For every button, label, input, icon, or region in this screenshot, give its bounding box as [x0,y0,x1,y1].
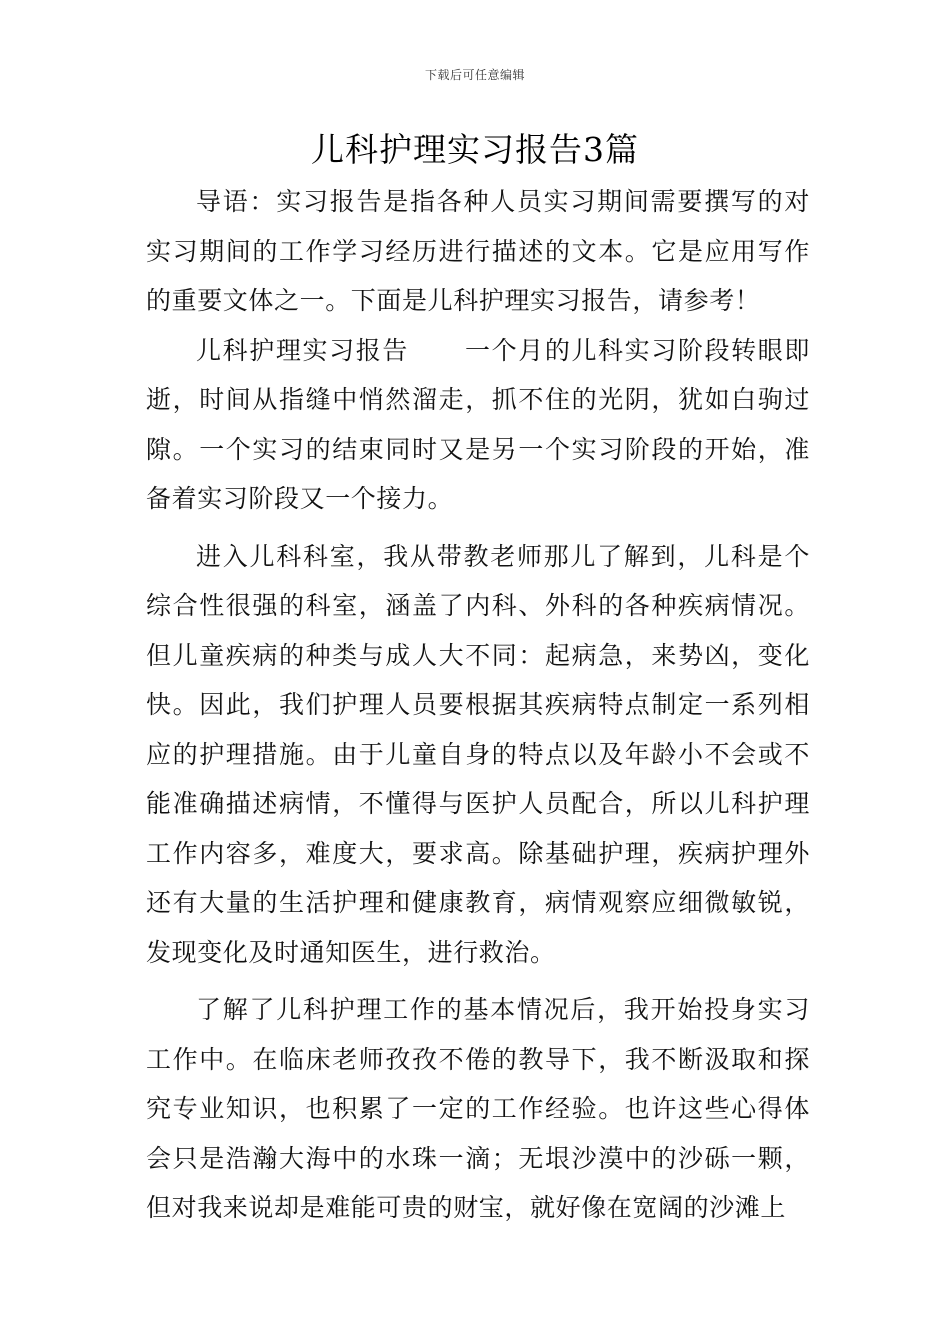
section-first-paragraph: 一个月的儿科实习阶段转眼即逝，时间从指缝中悄然溜走，抓不住的光阴，犹如白驹过隙。一个实习的结束同时又是另一个实习阶段的开始，准备着实习阶段又一个接力。 [146,335,810,513]
section-heading: 儿科护理实习报告 [196,335,409,365]
body-paragraph-2: 进入儿科科室，我从带教老师那儿了解到，儿科是个综合性很强的科室，涵盖了内科、外科的各种疾病情况。但儿童疾病的种类与成人大不同：起病急，来势凶，变化快。因此，我们护理人员要根据其疾病特点制定一系列相应的护理措施。由于儿童自身的特点以及年龄小不会或不能准确描述病情，不懂得与医护人员配合，所以儿科护理工作内容多，难度大，要求高。除基础护理，疾病护理外还有大量的生活护理和健康教育，病情观察应细微敏锐，发现变化及时通知医生，进行救治。 [146,541,810,967]
header-note: 下载后可任意编辑 [424,68,525,82]
body-paragraph-3: 了解了儿科护理工作的基本情况后，我开始投身实习工作中。在临床老师孜孜不倦的教导下，我不断汲取和探究专业知识，也积累了一定的工作经验。也许这些心得体会只是浩瀚大海中的水珠一滴；无垠沙漠中的沙砾一颗，但对我来说却是难能可贵的财宝，就好像在宽阔的沙滩上 [146,995,810,1222]
document-body [146,177,810,1233]
intro-paragraph: 导语：实习报告是指各种人员实习期间需要撰写的对实习期间的工作学习经历进行描述的文本。它是应用写作的重要文体之一。下面是儿科护理实习报告，请参考！ [146,187,810,315]
document-title: 儿科护理实习报告3篇 [311,130,639,169]
section-paragraph [146,326,810,524]
